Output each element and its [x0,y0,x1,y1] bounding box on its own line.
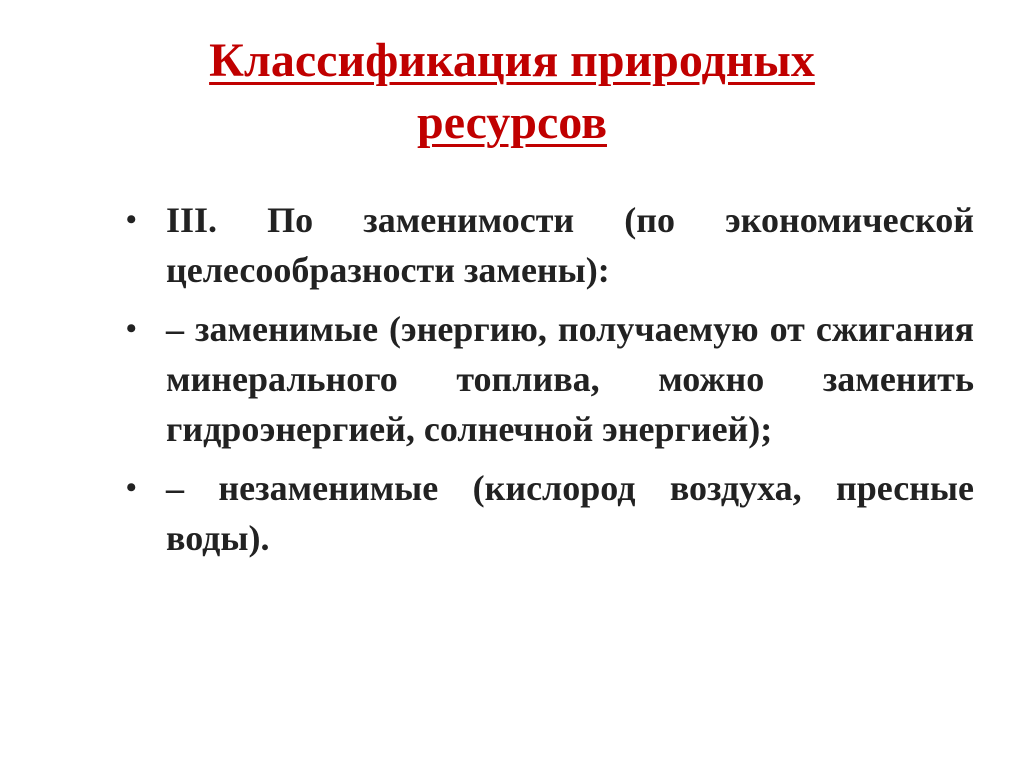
bullet-text: – незаменимые (кислород воздуха, пресные воды). [166,468,974,558]
bullet-marker: • [126,471,137,504]
bullet-item [122,195,974,295]
bullet-marker: • [126,203,137,236]
slide-title [100,30,924,154]
bullet-text: III. По заменимости (по экономической целесообразности замены): [166,200,974,290]
slide-title-line2: ресурсов [417,96,607,149]
bullet-item [122,304,974,454]
bullet-item [122,463,974,563]
slide-title-line1: Классификация природных [209,34,815,87]
bullet-text: – заменимые (энергию, получаемую от сжигания минерального топлива, можно заменить гидроэнергией, солнечной энергией); [166,309,974,449]
slide-content [122,195,974,572]
bullet-marker: • [126,312,137,345]
